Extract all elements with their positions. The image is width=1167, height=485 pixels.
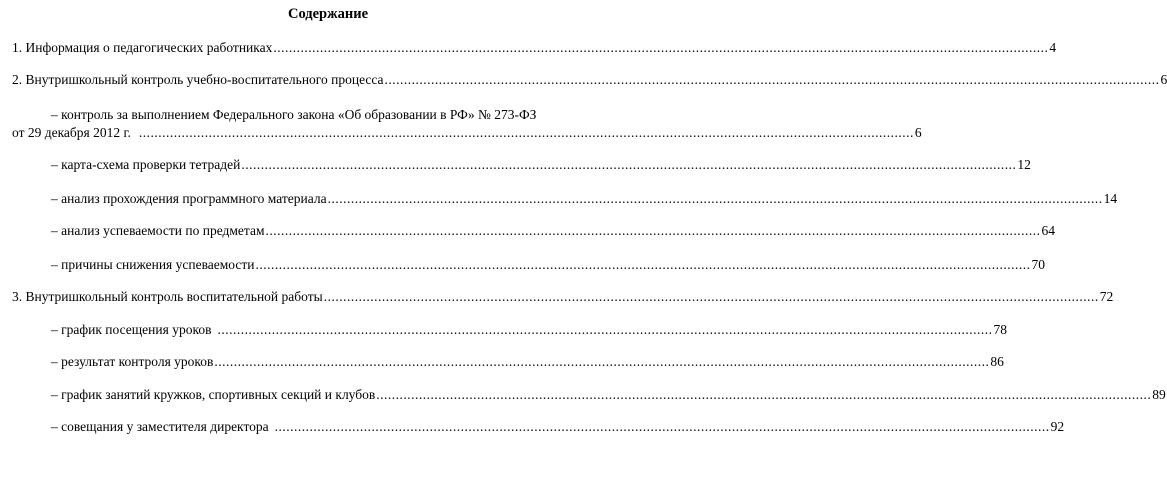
toc-entry-text: – совещания у заместителя директора [51, 419, 269, 434]
toc-entry-text: 3. Внутришкольный контроль воспитательной работы [12, 289, 323, 304]
dot-leader: ........................................................................................................................................................................................................ [265, 223, 1041, 238]
toc-entry-page: 92 [1050, 419, 1065, 434]
toc-entry [51, 256, 1046, 274]
toc-entry [51, 386, 1166, 404]
toc-entry [51, 156, 1031, 174]
toc-entry [12, 71, 1167, 89]
toc-entry-text-line1: – контроль за выполнением Федерального закона «Об образовании в РФ» № 273-ФЗ [51, 107, 537, 122]
toc-entry-text: – анализ прохождения программного материала [51, 191, 327, 206]
toc-entry [12, 39, 1057, 57]
toc-entry [51, 353, 1004, 371]
toc-entry [51, 222, 1056, 240]
toc-entry-text: – результат контроля уроков [51, 354, 214, 369]
toc-entry-text: – карта-схема проверки тетрадей [51, 157, 241, 172]
dot-leader: ........................................................................................................................................................................................................ [323, 289, 1099, 304]
dot-leader: ........................................................................................................................................................................................................ [214, 354, 990, 369]
toc-entry-page: 6 [1160, 72, 1167, 87]
dot-leader: ........................................................................................................................................................................................................ [273, 40, 1049, 55]
toc-entry [12, 124, 922, 142]
dot-leader: ........................................................................................................................................................................................................ [255, 257, 1031, 272]
toc-entry-text: – график занятий кружков, спортивных секций и клубов [51, 387, 376, 402]
toc-entry-page: 86 [990, 354, 1004, 369]
toc-entry-text: 2. Внутришкольный контроль учебно-воспитательного процесса [12, 72, 384, 87]
toc-entry-page: 6 [914, 125, 922, 140]
dot-leader: ........................................................................................................................................................................................................ [217, 322, 993, 337]
toc-entry-page: 64 [1041, 223, 1056, 238]
dot-leader: ........................................................................................................................................................................................................ [138, 125, 914, 140]
dot-leader: ........................................................................................................................................................................................................ [376, 387, 1152, 402]
toc-entry-text: 1. Информация о педагогических работниках [12, 40, 273, 55]
toc-entry-page: 89 [1152, 387, 1166, 402]
toc-entry-text-line2: от 29 декабря 2012 г. [12, 125, 131, 140]
toc-entry-page: 4 [1049, 40, 1057, 55]
toc-entry-page: 78 [993, 322, 1007, 337]
toc-entry [51, 418, 1065, 436]
toc-entry-page: 12 [1017, 157, 1031, 172]
toc-entry-page: 14 [1103, 191, 1118, 206]
toc-entry-text: – график посещения уроков [51, 322, 212, 337]
toc-entry [12, 288, 1114, 306]
dot-leader: ........................................................................................................................................................................................................ [241, 157, 1017, 172]
toc-entry [51, 321, 1007, 339]
dot-leader: ........................................................................................................................................................................................................ [327, 191, 1103, 206]
toc-entry-text: – причины снижения успеваемости [51, 257, 255, 272]
toc-entry-text: – анализ успеваемости по предметам [51, 223, 265, 238]
toc-entry-page: 72 [1099, 289, 1114, 304]
toc-entry-page: 70 [1031, 257, 1046, 272]
toc-title: Содержание [287, 6, 369, 22]
toc-entry [51, 190, 1118, 208]
dot-leader: ........................................................................................................................................................................................................ [384, 72, 1160, 87]
dot-leader: ........................................................................................................................................................................................................ [274, 419, 1050, 434]
